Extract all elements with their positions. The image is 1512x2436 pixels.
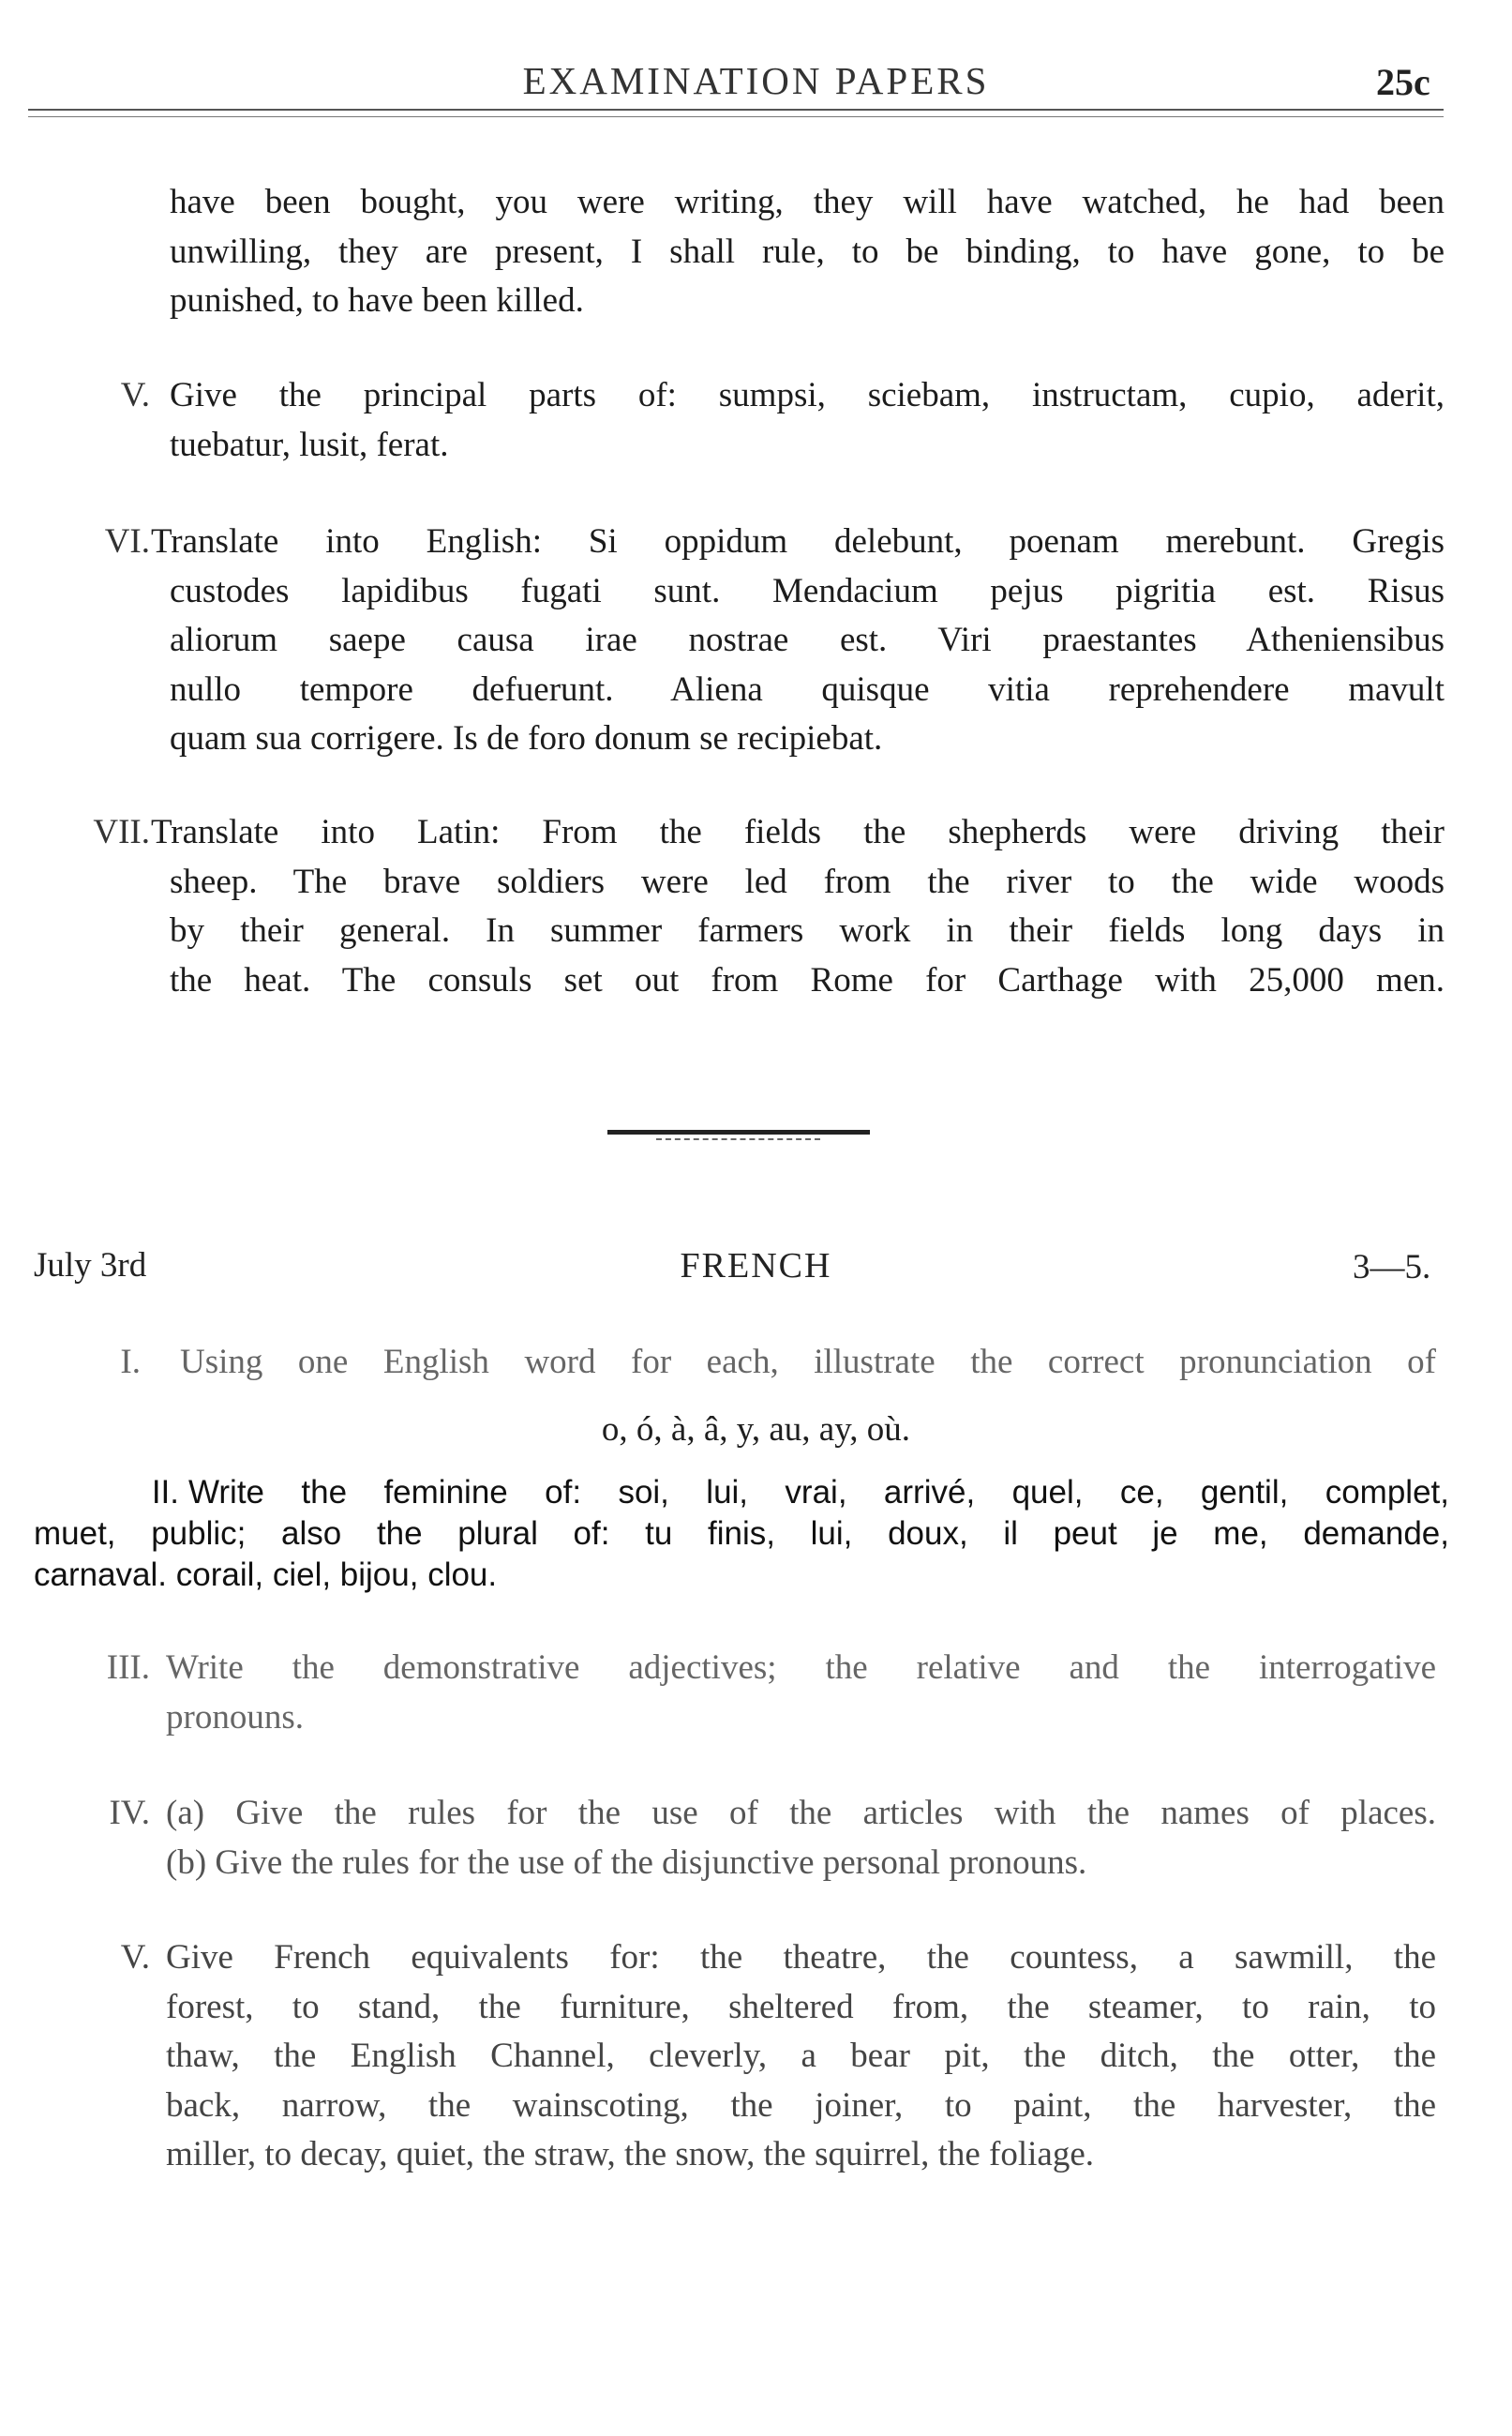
header-rule [28,109,1444,111]
text-line: miller, to decay, quiet, the straw, the snow, the squirrel, the foliage. [166,2135,1095,2173]
question-number: I. [120,1343,141,1381]
latin-question-6 [151,518,1445,764]
text-line: nullo tempore defuerunt. Aliena quisque vitia reprehendere mavult [170,669,1445,709]
text-line: unwilling, they are present, I shall rule, to be binding, to have gone, to be [170,232,1445,271]
question-number: VII. [93,813,150,851]
text-line: thaw, the English Channel, cleverly, a bear pit, the ditch, the otter, the [166,2037,1436,2075]
section-title: FRENCH [680,1246,832,1286]
pronunciation-letters: o, ó, à, â, y, au, ay, où. [601,1410,911,1449]
latin-question-5 [170,371,1445,470]
text-line: tuebatur, lusit, ferat. [170,425,449,464]
french-question-5 [166,1933,1436,2180]
header-rule-thin [28,116,1444,117]
text-line: Translate into Latin: From the fields the shepherds were driving their [151,813,1445,851]
text-line: (b) Give the rules for the use of the disjunctive personal pronouns. [166,1842,1087,1882]
question-number: III. [106,1648,150,1687]
text-line: pronouns. [166,1697,304,1737]
page-header-title: EXAMINATION PAPERS [522,59,990,102]
text-line: muet, public; also the plural of: tu finis, lui, doux, il peut je me, demande, [34,1515,1449,1552]
text-line: aliorum saepe causa irae nostrae est. Viri praestantes Atheniensibus [170,621,1445,659]
latin-question-7 [151,808,1445,1005]
text-line: punished, to have been killed. [170,281,584,320]
text-line: the heat. The consuls set out from Rome for Carthage with 25,000 men. [170,960,1445,1000]
question-number: II. [151,1474,179,1511]
text-line: Give French equivalents for: the theatre, the countess, a sawmill, the [166,1938,1436,1977]
q2-first-line [34,1472,1449,1513]
text-line: custodes lapidibus fugati sunt. Mendacium pejus pigritia est. Risus [170,571,1445,610]
text-line: sheep. The brave soldiers were led from the river to the wide woods [170,862,1445,901]
latin-q4-continuation [170,178,1445,326]
french-question-3 [166,1644,1436,1742]
question-number: IV. [109,1794,150,1832]
question-number: V. [120,376,150,414]
text-line: by their general. In summer farmers work in their fields long days in [170,911,1445,950]
text-line: Write the feminine of: soi, lui, vrai, arrivé, quel, ce, gentil, complet, [188,1474,1449,1511]
text-line: Using one English word for each, illustrate the correct pronunciation of [180,1343,1436,1381]
section-separator-dash [656,1138,820,1140]
question-number: V. [120,1938,150,1977]
question-number: VI. [104,522,150,561]
exam-date: July 3rd [34,1246,147,1285]
text-line: have been bought, you were writing, they will have watched, he had been [170,183,1445,221]
text-line: back, narrow, the wainscoting, the joiner, to paint, the harvester, the [166,2085,1436,2125]
text-line: Write the demonstrative adjectives; the relative and the interrogative [166,1648,1436,1687]
page-number: 25c [1376,61,1430,103]
text-line: (a) Give the rules for the use of the articles with the names of places. [166,1794,1436,1832]
section-separator [607,1130,870,1135]
french-question-4 [166,1789,1436,1887]
text-line: Give the principal parts of: sumpsi, sciebam, instructam, cupio, aderit, [170,376,1445,414]
french-question-2 [34,1472,1449,1596]
text-line: forest, to stand, the furniture, sheltered from, the steamer, to rain, to [166,1987,1436,2026]
exam-time: 3—5. [1353,1248,1431,1286]
text-line: Translate into English: Si oppidum delebunt, poenam merebunt. Gregis [151,522,1445,561]
french-question-1 [180,1338,1436,1388]
text-line: carnaval. corail, ciel, bijou, clou. [34,1556,498,1593]
text-line: quam sua corrigere. Is de foro donum se recipiebat. [170,719,883,758]
